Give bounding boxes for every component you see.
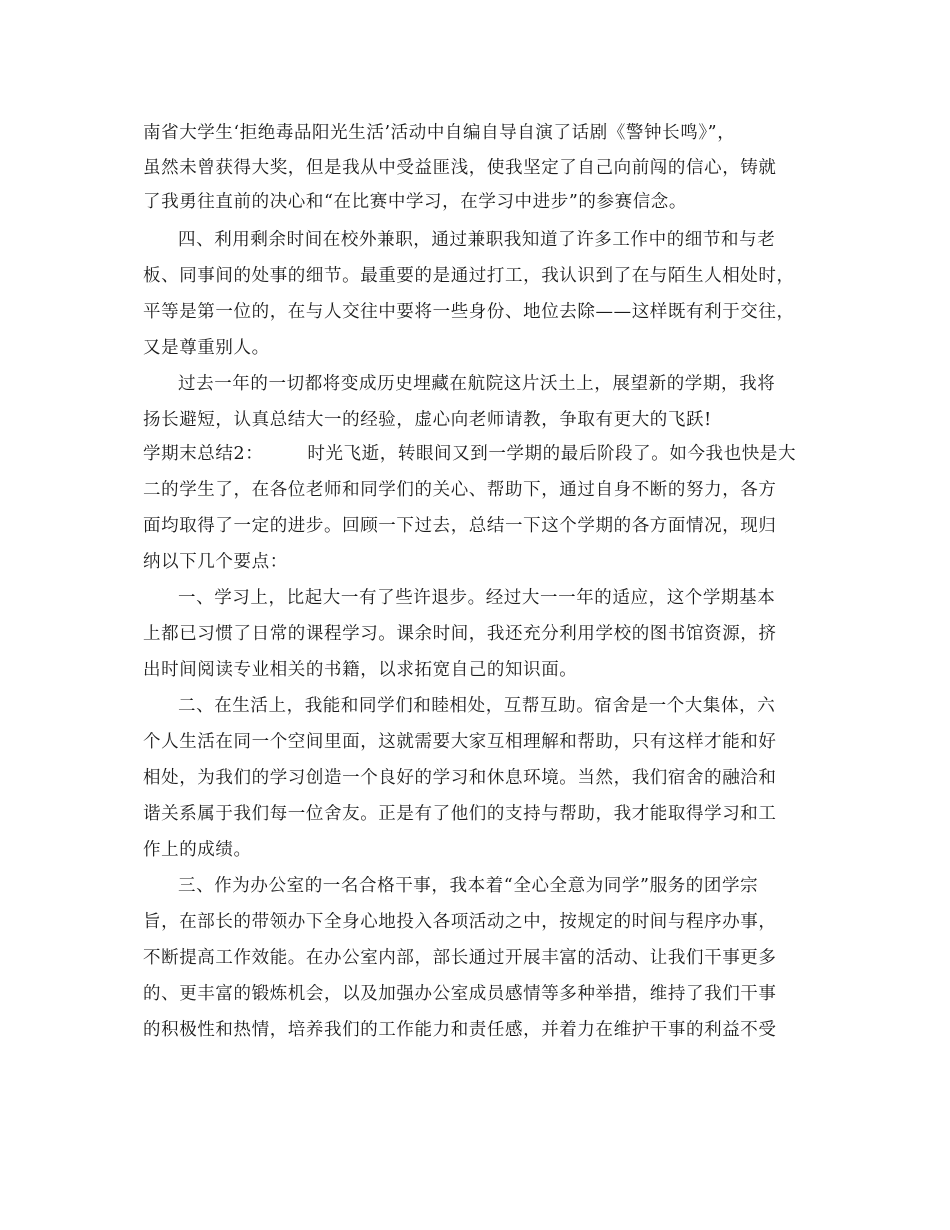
text-line: 作上的成绩。 [143, 840, 252, 860]
text-line: 面均取得了一定的进步。回顾一下过去，总结一下这个学期的各方面情况，现归 [143, 516, 777, 536]
text-line: 相处，为我们的学习创造一个良好的学习和休息环境。当然，我们宿舍的融洽和 [143, 768, 777, 788]
text-line: 南省大学生‘拒绝毒品阳光生活’活动中自编自导自演了话剧《警钟长鸣》”， [143, 123, 736, 143]
text-line: 二的学生了，在各位老师和同学们的关心、帮助下，通过自身不断的努力，各方 [143, 480, 777, 500]
paragraph-start-line: 一、学习上，比起大一有了些许退步。经过大一一年的适应，这个学期基本 [178, 588, 776, 608]
text-line: 出时间阅读专业相关的书籍，以求拓宽自己的知识面。 [143, 660, 578, 680]
paragraph-start-line: 二、在生活上，我能和同学们和睦相处，互帮互助。宿舍是一个大集体，六 [178, 696, 776, 716]
paragraph-start-line: 三、作为办公室的一名合格干事，我本着“全心全意为同学”服务的团学宗 [178, 876, 759, 896]
text-line: 板、同事间的处事的细节。最重要的是通过打工，我认识到了在与陌生人相处时， [143, 266, 795, 286]
text-line: 的、更丰富的锻炼机会，以及加强办公室成员感情等多种举措，维持了我们干事 [143, 984, 777, 1004]
text-line: 的积极性和热情，培养我们的工作能力和责任感，并着力在维护干事的利益不受 [143, 1020, 777, 1040]
text-line: 虽然未曾获得大奖，但是我从中受益匪浅，使我坚定了自己向前闯的信心，铸就 [143, 158, 777, 178]
text-line: 旨，在部长的带领办下全身心地投入各项活动之中，按规定的时间与程序办事， [143, 912, 777, 932]
section-heading-line [143, 442, 818, 466]
section-heading: 学期末总结2： [143, 444, 264, 464]
text-line: 个人生活在同一个空间里面，这就需要大家互相理解和帮助，只有这样才能和好 [143, 732, 777, 752]
text-line: 不断提高工作效能。在办公室内部，部长通过开展丰富的活动、让我们干事更多 [143, 948, 777, 968]
text-line: 平等是第一位的，在与人交往中要将一些身份、地位去除——这样既有利于交往， [143, 302, 795, 322]
text-line: 纳以下几个要点： [143, 552, 288, 572]
text-line: 谐关系属于我们每一位舍友。正是有了他们的支持与帮助，我才能取得学习和工 [143, 804, 777, 824]
text-line: 了我勇往直前的决心和“在比赛中学习，在学习中进步”的参赛信念。 [143, 192, 687, 212]
paragraph-start-line: 过去一年的一切都将变成历史埋藏在航院这片沃土上，展望新的学期，我将 [178, 374, 776, 394]
paragraph-start-line: 四、利用剩余时间在校外兼职，通过兼职我知道了许多工作中的细节和与老 [178, 230, 776, 250]
section-intro-text: 时光飞逝，转眼间又到一学期的最后阶段了。如今我也快是大 [307, 444, 797, 464]
text-line: 扬长避短，认真总结大一的经验，虚心向老师请教，争取有更大的飞跃! [143, 410, 712, 430]
text-line: 上都已习惯了日常的课程学习。课余时间，我还充分利用学校的图书馆资源，挤 [143, 624, 777, 644]
text-line: 又是尊重别人。 [143, 338, 270, 358]
